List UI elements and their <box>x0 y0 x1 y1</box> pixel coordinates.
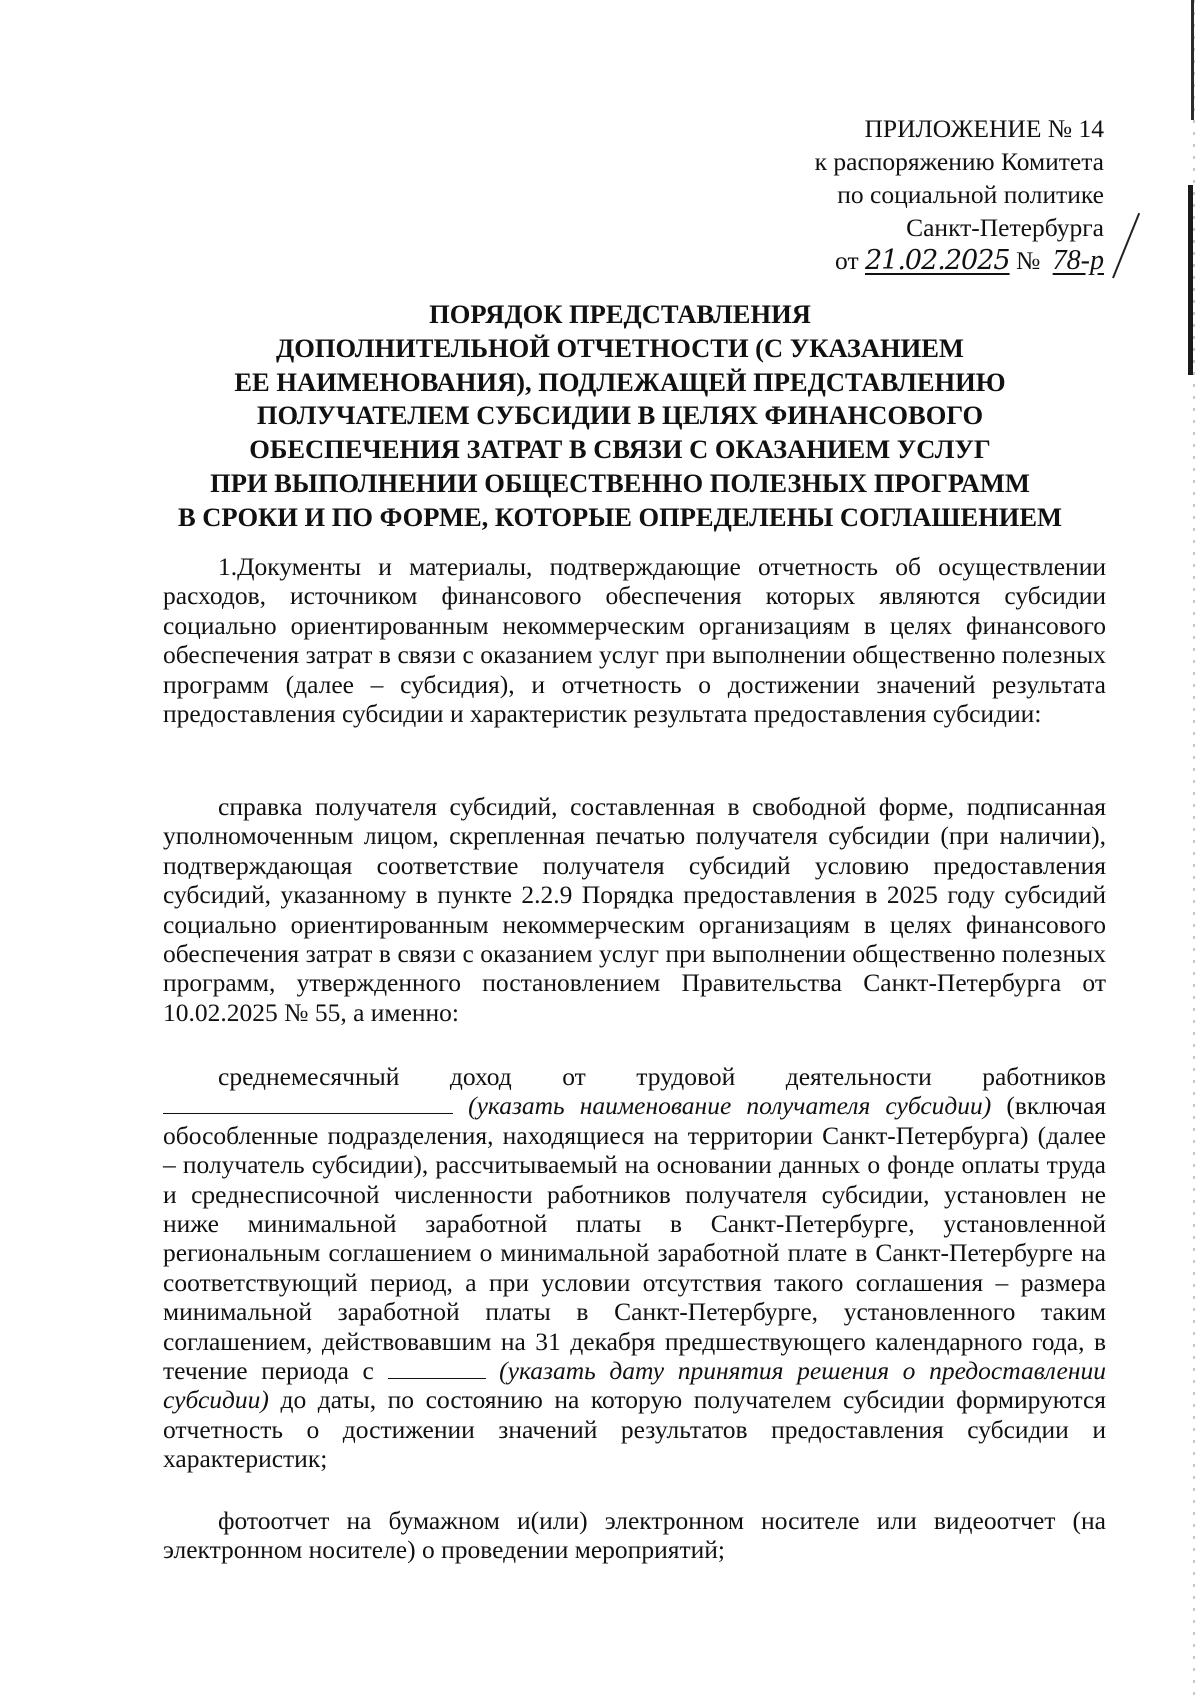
appendix-order-line: к распоряжению Комитета <box>814 147 1104 176</box>
scan-edge-top-mark <box>1191 0 1194 120</box>
number-prefix: № <box>1015 246 1041 275</box>
title-line: В СРОКИ И ПО ФОРМЕ, КОТОРЫЕ ОПРЕДЕЛЕНЫ СОГЛАШЕНИЕМ <box>177 501 1063 532</box>
date-prefix: от <box>835 246 859 275</box>
title-line: ПОРЯДОК ПРЕДСТАВЛЕНИЯ <box>429 299 811 329</box>
pen-stroke <box>1112 213 1140 279</box>
appendix-date-line <box>815 244 1104 277</box>
title-line: ЕЕ НАИМЕНОВАНИЯ), ПОДЛЕЖАЩЕЙ ПРЕДСТАВЛЕНИЮ <box>234 366 1006 397</box>
paragraph-fragment: до даты, по состоянию на которую получателем субсидии формируются отчетность о достижении значений результатов предоставления субсидии и характеристик; <box>163 1385 1106 1474</box>
title-line: ДОПОЛНИТЕЛЬНОЙ ОТЧЕТНОСТИ (С УКАЗАНИЕМ <box>276 332 964 363</box>
title-line: ПОЛУЧАТЕЛЕМ СУБСИДИИ В ЦЕЛЯХ ФИНАНСОВОГО <box>256 400 984 431</box>
appendix-committee-line: по социальной политике <box>837 180 1104 209</box>
paragraph-1 <box>163 552 1106 728</box>
italic-instruction: (указать дату принятия решения о предоставлении субсидии) <box>163 1356 1106 1415</box>
handwritten-number: 78-р <box>1052 245 1104 276</box>
appendix-header <box>815 112 1104 277</box>
title-line: ОБЕСПЕЧЕНИЯ ЗАТРАТ В СВЯЗИ С ОКАЗАНИЕМ УСЛУГ <box>249 434 991 465</box>
scan-edge-dotted-line <box>1193 0 1195 1696</box>
paragraph-fragment: среднемесячный доход от трудовой деятельности работников <box>218 1062 1106 1091</box>
scan-edge-black-mark <box>1188 185 1193 375</box>
document-title <box>140 298 1100 535</box>
paragraph-text <box>163 1062 1106 1474</box>
paragraph-4 <box>163 1506 1106 1565</box>
appendix-city-line: Санкт-Петербурга <box>906 213 1104 242</box>
fill-in-blank <box>388 1356 486 1379</box>
handwritten-date: 21.02.2025 <box>864 245 1010 276</box>
fill-in-blank <box>163 1091 453 1114</box>
appendix-number: ПРИЛОЖЕНИЕ № 14 <box>864 114 1104 143</box>
title-line: ПРИ ВЫПОЛНЕНИИ ОБЩЕСТВЕННО ПОЛЕЗНЫХ ПРОГРАММ <box>210 467 1030 498</box>
paragraph-fragment: (включая обособленные подразделения, находящиеся на территории Санкт-Петербурга) (далее – получатель субсидии), рассчитываемый на основании данных о фонде оплаты труда и среднесписочной численности работников получателя субсидии, установлен не ниже минимальной заработной платы в Санкт-Петербурге, установленной региональным соглашением о минимальной заработной плате в Санкт-Петербурге на соответствующий период, а при условии отсутствия такого соглашения – размера минимальной заработной платы в Санкт-Петербурге, установленного таким соглашением, действовавшим на 31 декабря предшествующего календарного года, в течение периода с <box>163 1091 1106 1386</box>
paragraph-text: фотоотчет на бумажном и(или) электронном носителе или видеоотчет (на электронном носителе) о проведении мероприятий; <box>163 1506 1106 1565</box>
paragraph-3 <box>163 1062 1106 1474</box>
paragraph-2 <box>163 792 1106 1027</box>
italic-instruction: (указать наименование получателя субсидии) <box>468 1091 992 1121</box>
paragraph-text: справка получателя субсидий, составленная в свободной форме, подписанная уполномоченным лицом, скрепленная печатью получателя субсидии (при наличии), подтверждающая соответствие получателя субсидий условию предоставления субсидий, указанному в пункте 2.2.9 Порядка предоставления в 2025 году субсидий социально ориентированным некоммерческим организациям в целях финансового обеспечения затрат в связи с оказанием услуг при выполнении общественно полезных программ, утвержденного постановлением Правительства Санкт-Петербурга от 10.02.2025 № 55, а именно: <box>163 792 1106 1027</box>
paragraph-text: 1.Документы и материалы, подтверждающие отчетность об осуществлении расходов, источником финансового обеспечения которых являются субсидии социально ориентированным некоммерческим организациям в целях финансового обеспечения затрат в связи с оказанием услуг при выполнении общественно полезных программ (далее – субсидия), и отчетность о достижении значений результата предоставления субсидии и характеристик результата предоставления субсидии: <box>163 552 1106 729</box>
